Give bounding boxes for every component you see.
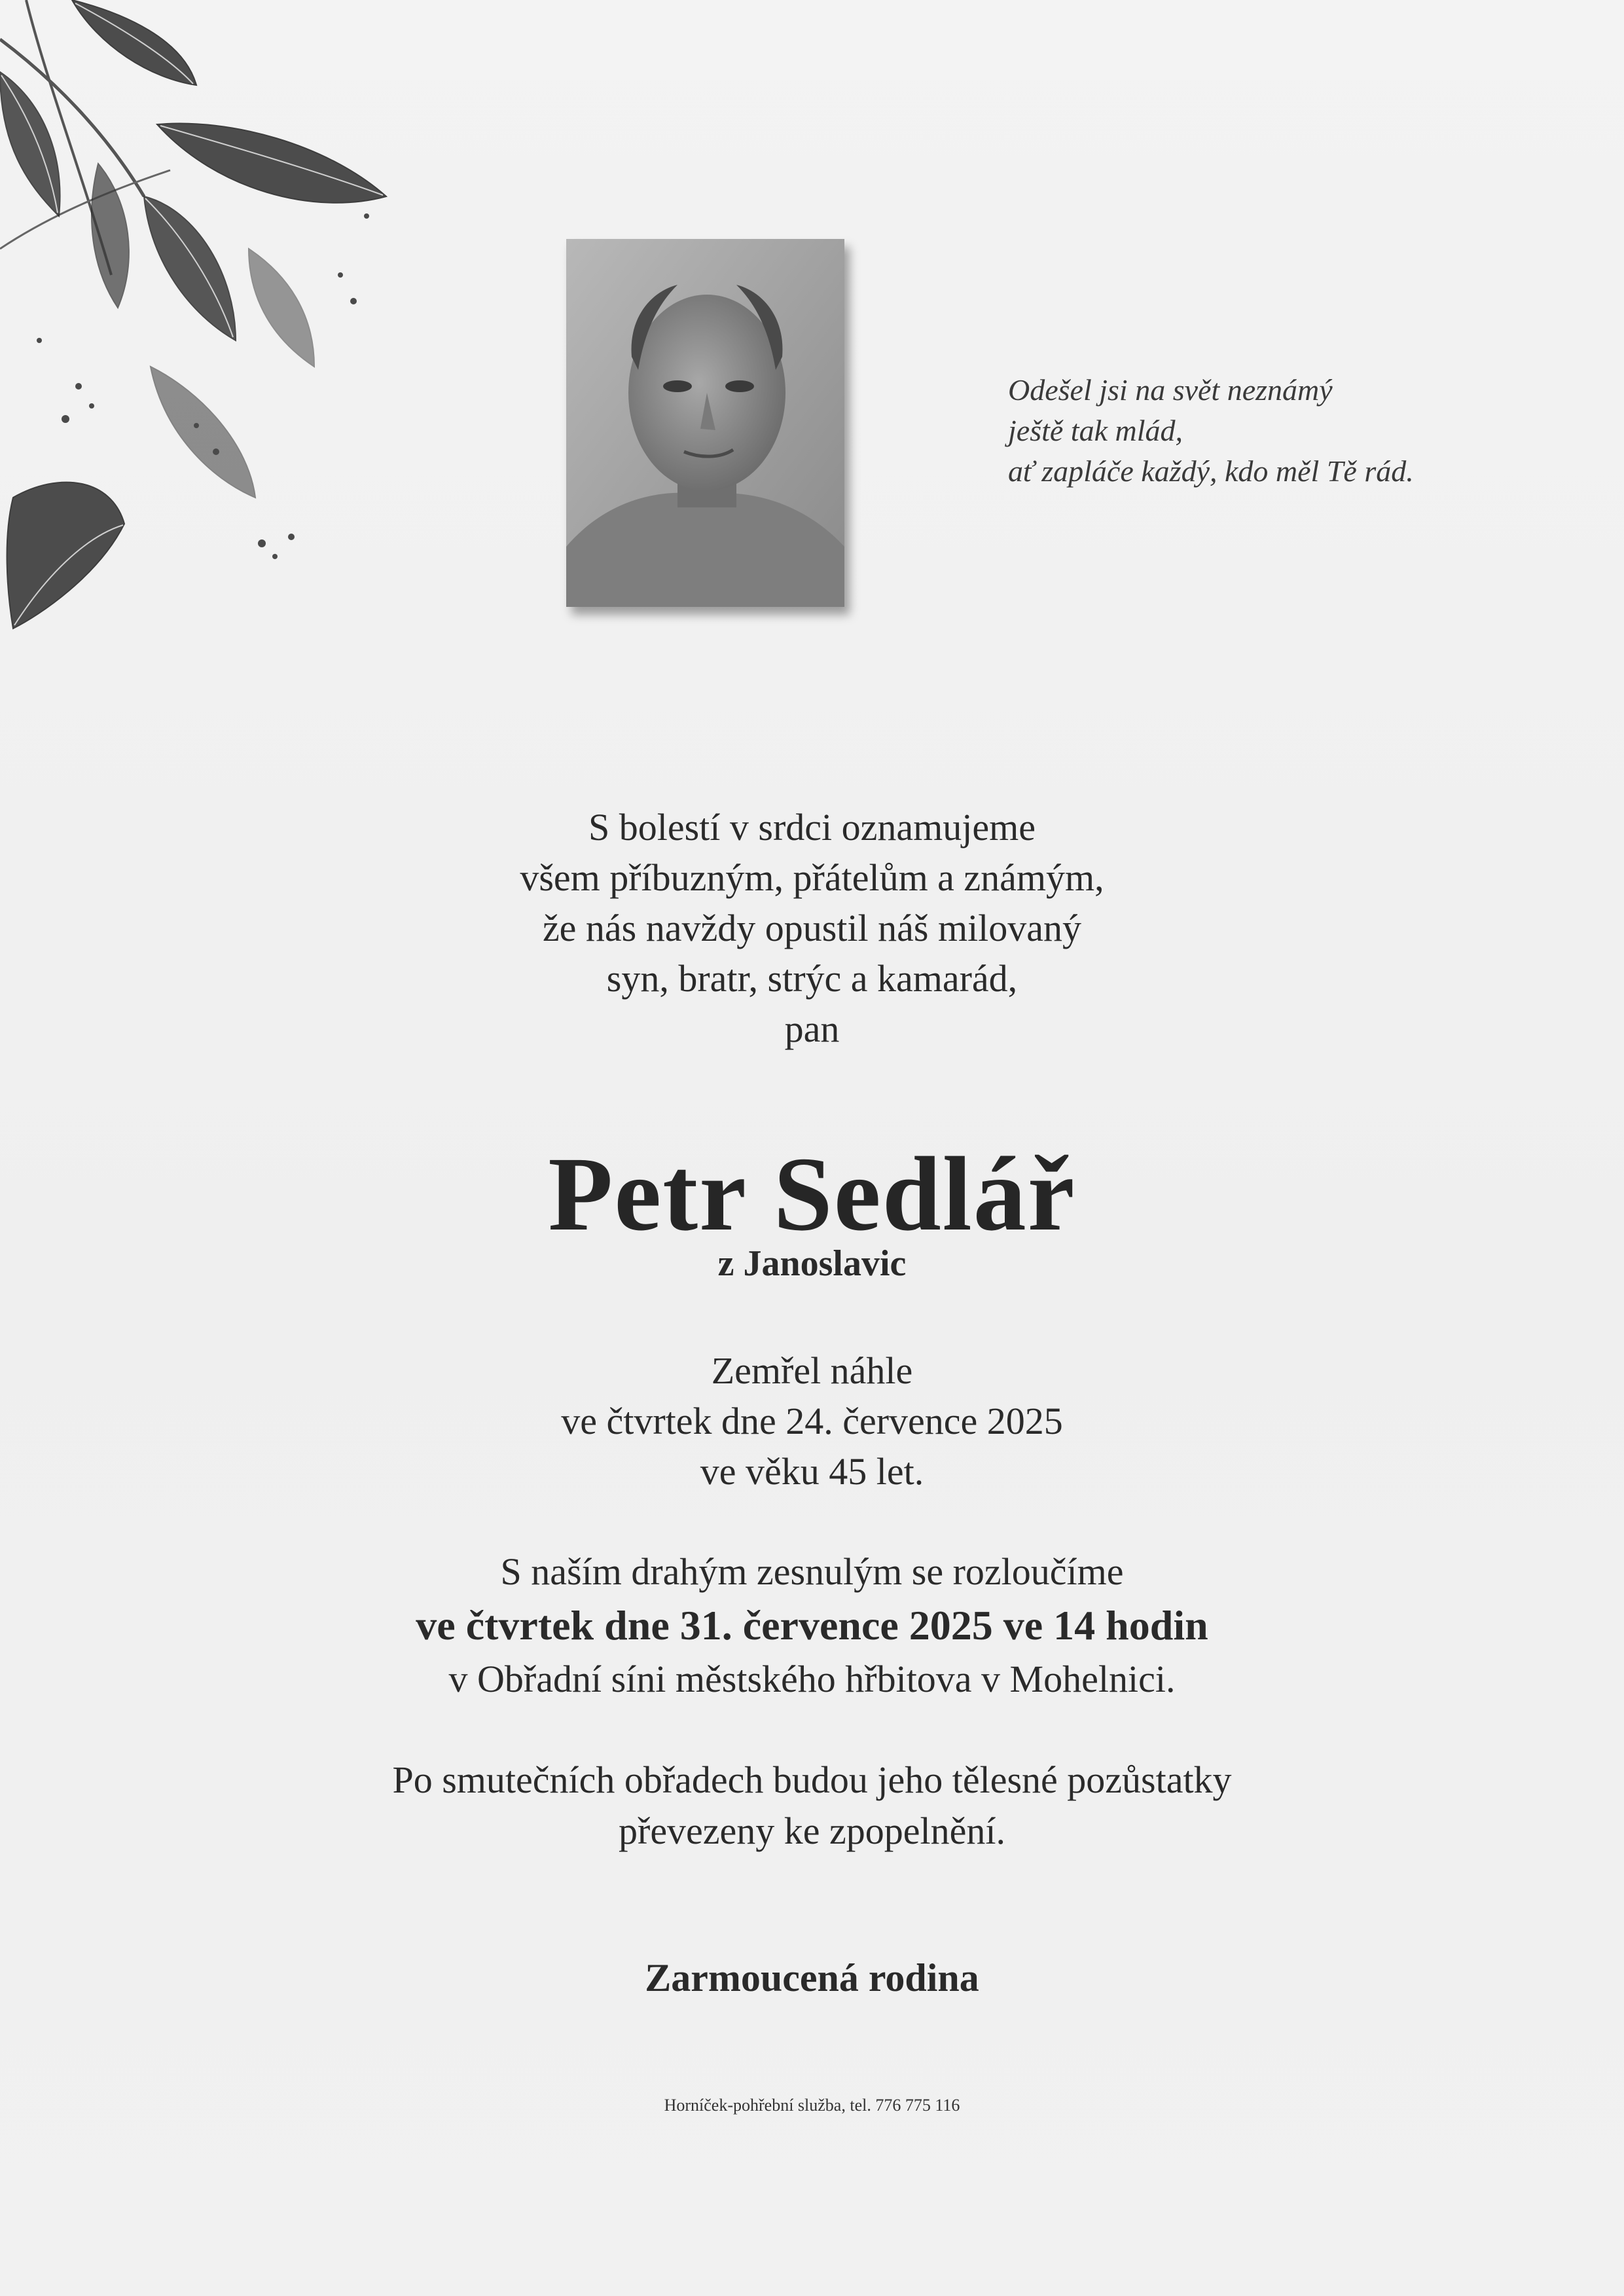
leaf-1 (72, 0, 196, 85)
family-signature: Zarmoucená rodina (645, 1956, 979, 1999)
leaf-2 (0, 72, 60, 216)
intro-line: syn, bratr, strýc a kamarád, (606, 957, 1018, 1000)
funeral-service-footer: Horníček-pohřební služba, tel. 776 775 116 (664, 2096, 960, 2115)
leaves-ornament (0, 0, 419, 642)
poem-line: ještě tak mlád, (1008, 414, 1183, 447)
after-line: převezeny ke zpopelnění. (619, 1810, 1005, 1852)
leaf-8 (249, 249, 314, 367)
poem-line: ať zapláče každý, kdo měl Tě rád. (1008, 454, 1414, 488)
leaf-6 (7, 483, 124, 629)
death-line: ve věku 45 let. (700, 1450, 924, 1493)
after-ceremony-note (0, 1755, 1624, 1857)
intro-line: S bolestí v srdci oznamujeme (588, 806, 1036, 848)
leaf-7 (151, 367, 255, 498)
intro-line: všem příbuzným, přátelům a známým, (520, 856, 1104, 899)
portrait-photo (566, 239, 844, 607)
ceremony-location: v Obřadní síni městského hřbitova v Mohelnici. (448, 1658, 1176, 1700)
death-line: ve čtvrtek dne 24. července 2025 (561, 1400, 1063, 1442)
memorial-poem (1008, 370, 1545, 492)
deceased-name: Petr Sedlář (548, 1136, 1076, 1253)
after-line: Po smutečních obřadech budou jeho tělesné pozůstatky (392, 1758, 1232, 1801)
poem-line: Odešel jsi na svět neznámý (1008, 373, 1333, 407)
announcement-intro (0, 802, 1624, 1054)
ceremony-intro: S naším drahým zesnulým se rozloučíme (500, 1550, 1124, 1593)
intro-line: pan (784, 1008, 840, 1050)
death-line: Zemřel náhle (711, 1349, 913, 1392)
leaf-4 (144, 196, 236, 340)
ceremony-date-time: ve čtvrtek dne 31. července 2025 ve 14 hodin (416, 1602, 1208, 1649)
leaf-5 (92, 164, 129, 308)
ceremony-details (0, 1545, 1624, 1706)
death-details (0, 1345, 1624, 1497)
intro-line: že nás navždy opustil náš milovaný (542, 907, 1082, 949)
deceased-origin: z Janoslavic (717, 1243, 907, 1284)
